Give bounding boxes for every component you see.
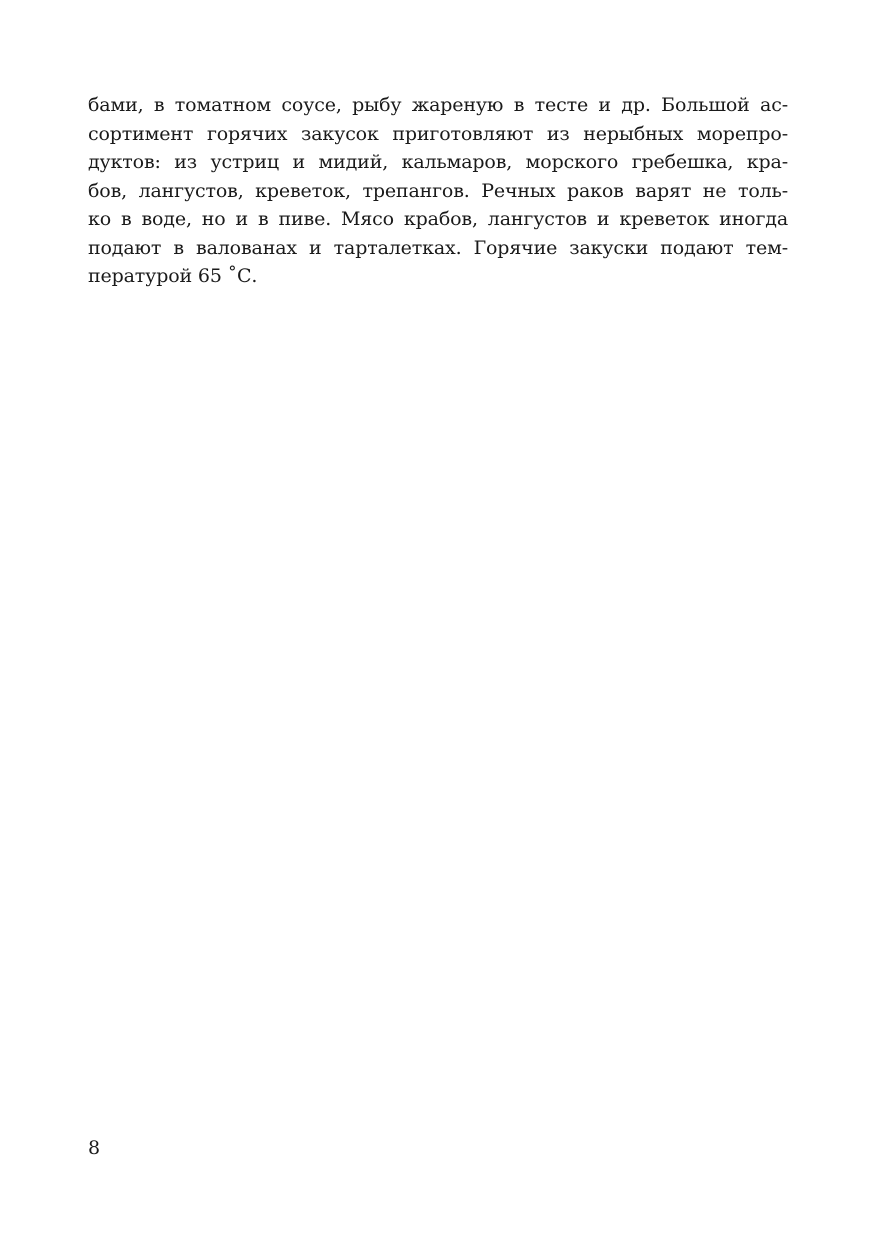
paragraph-line: пературой 65 ˚С. (88, 265, 258, 287)
body-paragraph (88, 91, 788, 291)
paragraph-line: подают в валованах и тарталетках. Горячие закуски подают тем- (88, 236, 788, 259)
paragraph-line: бами, в томатном соусе, рыбу жареную в тесте и др. Большой ас- (88, 94, 788, 116)
paragraph-line: дуктов: из устриц и мидий, кальмаров, морского гребешка, кра- (88, 151, 788, 173)
paragraph-line: бов, лангустов, креветок, трепангов. Речных раков варят не толь- (88, 179, 788, 202)
paragraph-line: сортимент горячих закусок приготовляют из нерыбных морепро- (88, 122, 788, 145)
paragraph-line: ко в воде, но и в пиве. Мясо крабов, лангустов и креветок иногда (88, 208, 788, 230)
page-number: 8 (88, 1137, 101, 1159)
